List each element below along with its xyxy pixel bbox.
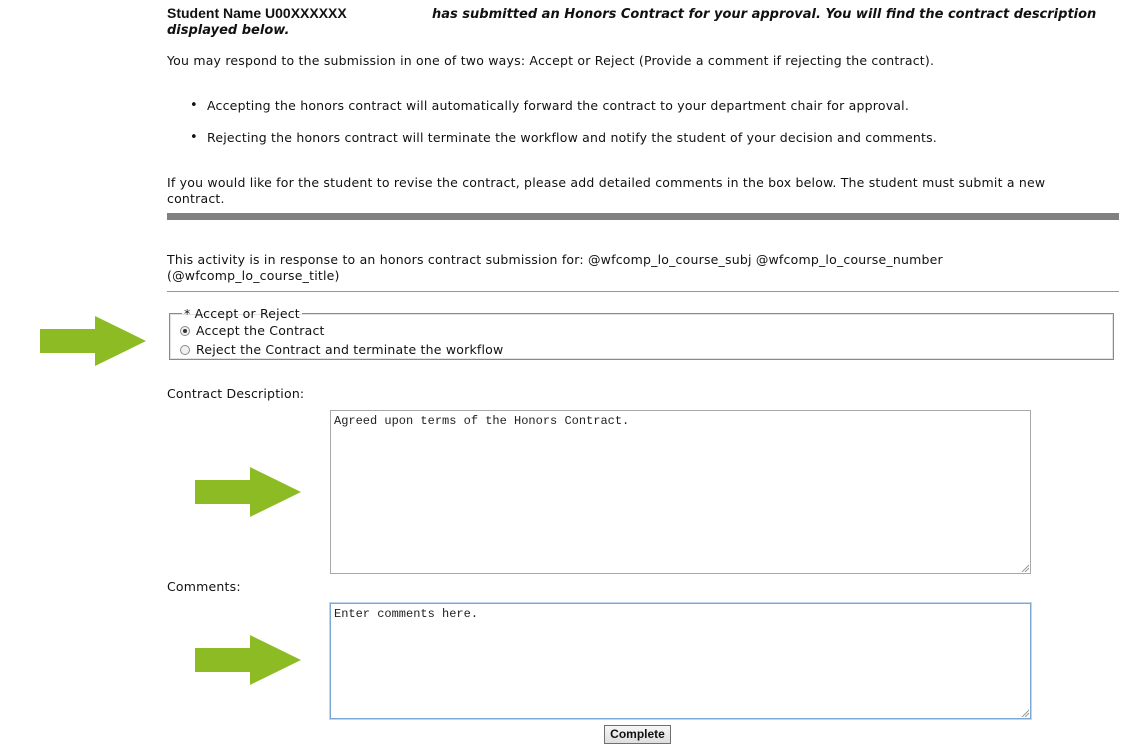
comments-textarea[interactable] — [330, 603, 1031, 719]
comments-placeholder: Enter comments here. — [334, 607, 479, 621]
arrow-right-icon — [195, 635, 301, 685]
reject-label[interactable]: Reject the Contract and terminate the workflow — [196, 342, 504, 357]
reject-radio[interactable] — [180, 345, 190, 355]
accept-reject-group — [169, 306, 1114, 360]
reject-option[interactable] — [180, 340, 1113, 359]
resize-grip-icon[interactable] — [1021, 709, 1029, 717]
respond-instructions: You may respond to the submission in one of two ways: Accept or Reject (Provide a comment if rejecting the contract). — [167, 53, 935, 68]
divider — [167, 291, 1119, 292]
resize-grip-icon[interactable] — [1021, 564, 1029, 572]
arrow-right-icon — [40, 316, 146, 366]
accept-reject-legend: * Accept or Reject — [184, 306, 300, 321]
contract-description-label: Contract Description: — [167, 386, 305, 401]
accept-radio[interactable] — [180, 326, 190, 336]
contract-description-textarea[interactable] — [330, 410, 1031, 574]
accept-option[interactable] — [180, 321, 1113, 340]
submitted-notice-continued: displayed below. — [167, 23, 290, 38]
complete-button[interactable]: Complete — [604, 725, 671, 744]
activity-description: This activity is in response to an honors contract submission for: @wfcomp_lo_course_subj @wfcomp_lo_course_number (@wfcomp_lo_course_title) — [167, 252, 943, 283]
submitted-notice: has submitted an Honors Contract for your approval. You will find the contract description — [432, 7, 1097, 22]
response-options-list — [190, 97, 937, 161]
comments-label: Comments: — [167, 579, 241, 594]
student-name: Student Name U00XXXXXX — [167, 5, 347, 21]
list-item: • Rejecting the honors contract will terminate the workflow and notify the student of your decision and comments. — [190, 129, 937, 161]
contract-description-text: Agreed upon terms of the Honors Contract. — [334, 414, 630, 428]
list-item: • Accepting the honors contract will automatically forward the contract to your department chair for approval. — [190, 97, 937, 129]
arrow-right-icon — [195, 467, 301, 517]
revise-instructions: If you would like for the student to revise the contract, please add detailed comments in the box below. The student must submit a new contract. — [167, 175, 1046, 206]
accept-label[interactable]: Accept the Contract — [196, 323, 325, 338]
section-divider — [167, 213, 1119, 220]
